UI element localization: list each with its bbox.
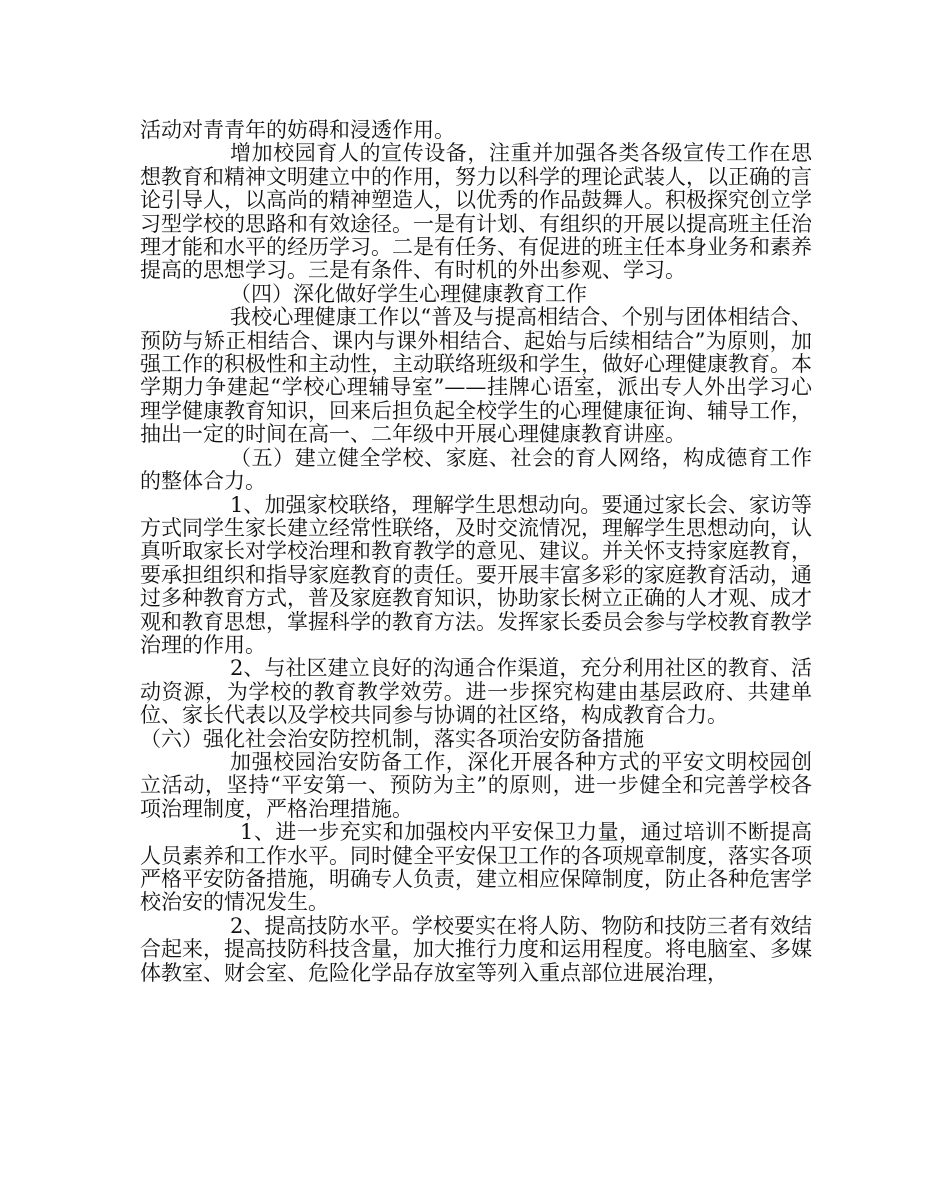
paragraph-security-staff: 1、进一步充实和加强校内平安保卫力量，通过培训不断提高人员素养和工作水平。同时健全平安保卫工作的各项规章制度，落实各项严格平安防备措施，明确专人负责，建立相应保障制度，防止各种危害学校治安的情况发生。 (140, 820, 812, 915)
section-heading-5: （五）建立健全学校、家庭、社会的育人网络，构成德育工作的整体合力。 (140, 445, 812, 494)
paragraph-tech-defense: 2、提高技防水平。学校要实在将人防、物防和技防三者有效结合起来，提高技防科技含量，加大推行力度和运用程度。将电脑室、多媒体教室、财会室、危险化学品存放室等列入重点部位进展治理， (140, 913, 812, 985)
paragraph-continuation: 活动对青青年的妨碍和浸透作用。 (140, 118, 455, 142)
paragraph-publicity: 增加校园育人的宣传设备，注重并加强各类各级宣传工作在思想教育和精神文明建立中的作用，努力以科学的理论武装人，以正确的言论引导人，以高尚的精神塑造人，以优秀的作品鼓舞人。积极探究创立学习型学校的思路和有效途径。一是有计划、有组织的开展以提高班主任治理才能和水平的经历学习。二是有任务、有促进的班主任本身业务和素养提高的思想学习。三是有条件、有时机的外出参观、学习。 (140, 141, 812, 283)
section-heading-4: （四）深化做好学生心理健康教育工作 (230, 281, 587, 306)
paragraph-campus-security: 加强校园治安防备工作，深化开展各种方式的平安文明校园创立活动，坚持“平安第一、预防为主”的原则，进一步健全和完善学校各项治理制度，严格治理措施。 (140, 749, 812, 821)
paragraph-home-school: 1、加强家校联络，理解学生思想动向。要通过家长会、家访等方式同学生家长建立经常性联络，及时交流情况，理解学生思想动向，认真听取家长对学校治理和教育教学的意见、建议。并关怀支持家庭教育，要承担组织和指导家庭教育的责任。要开展丰富多彩的家庭教育活动，通过多种教育方式，普及家庭教育知识，协助家长树立正确的人才观、成才观和教育思想，掌握科学的教育方法。发挥家长委员会参与学校教育教学治理的作用。 (140, 492, 812, 657)
document-body (140, 119, 812, 985)
section-heading-6: （六）强化社会治安防控机制，落实各项治安防备措施 (140, 726, 644, 751)
paragraph-community: 2、与社区建立良好的沟通合作渠道，充分利用社区的教育、活动资源，为学校的教育教学效劳。进一步探究构建由基层政府、共建单位、家长代表以及学校共同参与协调的社区络，构成教育合力。 (140, 656, 812, 728)
paragraph-mental-health: 我校心理健康工作以“普及与提高相结合、个别与团体相结合、预防与矫正相结合、课内与课外相结合、起始与后续相结合”为原则，加强工作的积极性和主动性，主动联络班级和学生，做好心理健康教育。本学期力争建起“学校心理辅导室”——挂牌心语室，派出专人外出学习心理学健康教育知识，回来后担负起全校学生的心理健康征询、辅导工作，抽出一定的时间在高一、二年级中开展心理健康教育讲座。 (140, 305, 812, 447)
